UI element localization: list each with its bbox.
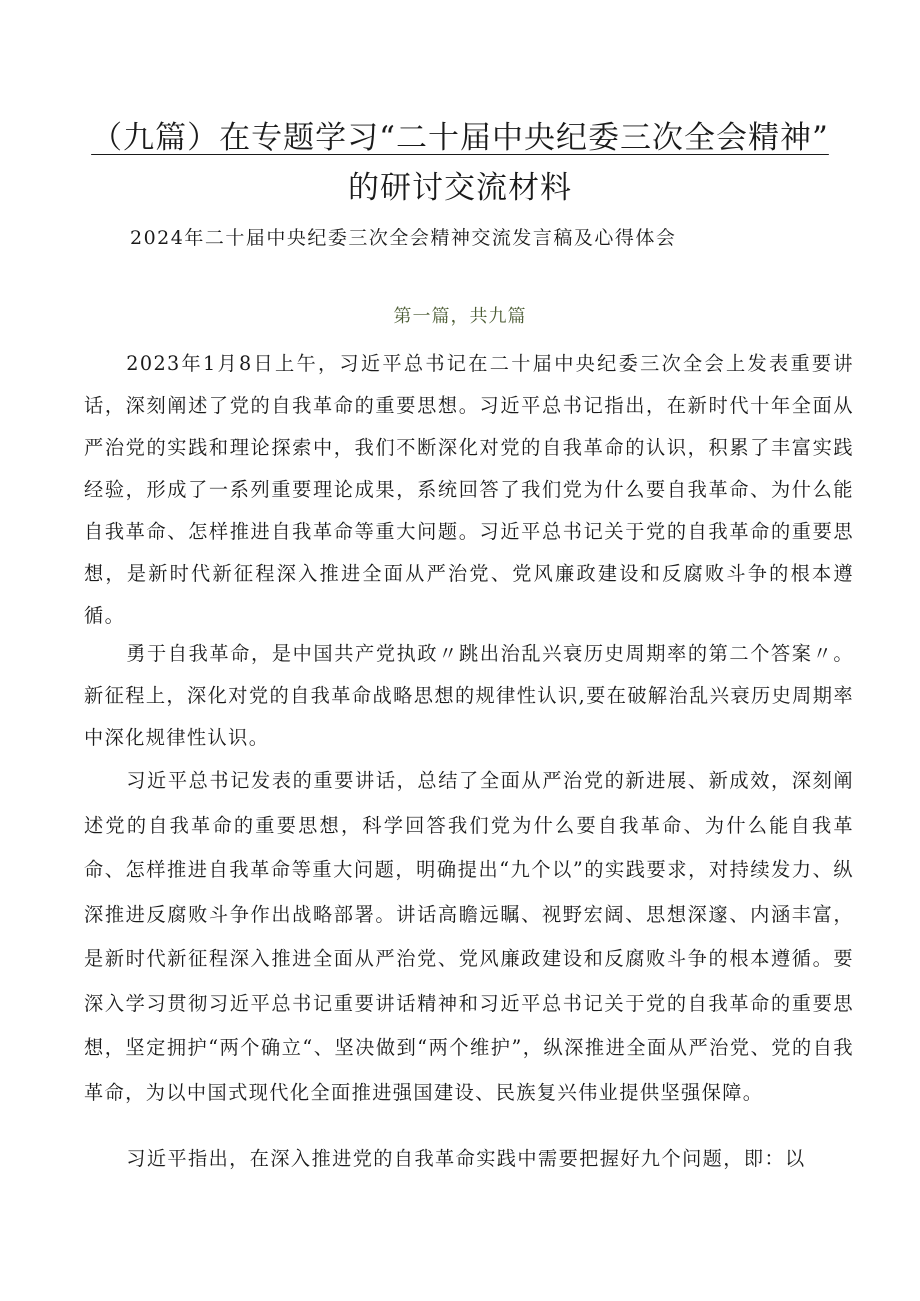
document-title-line-2: 的研讨交流材料 [348, 170, 572, 206]
paragraph-4: 习近平指出，在深入推进党的自我革命实践中需要把握好九个问题，即：以 [126, 1147, 806, 1170]
section-heading: 第一篇，共九篇 [393, 306, 527, 327]
paragraph-2: 勇于自我革命，是中国共产党执政〃跳出治乱兴衰历史周期率的第二个答案〃。新征程上，深化对党的自我革命战略思想的规律性认识,要在破解治乱兴衰历史周期率中深化规律性认识。 [84, 642, 854, 749]
paragraph-1: 2023年1月8日上午，习近平总书记在二十届中央纪委三次全会上发表重要讲话，深刻阐述了党的自我革命的重要思想。习近平总书记指出，在新时代十年全面从严治党的实践和理论探索中，我们不断深化对党的自我革命的认识，积累了丰富实践经验，形成了一系列重要理论成果，系统回答了我们党为什么要自我革命、为什么能自我革命、怎样推进自我革命等重大问题。习近平总书记关于党的自我革命的重要思想，是新时代新征程深入推进全面从严治党、党风廉政建设和反腐败斗争的根本遵循。 [84, 352, 854, 627]
document-subtitle: 2024年二十届中央纪委三次全会精神交流发言稿及心得体会 [130, 227, 677, 249]
title-underlined-text: （九篇）在专题学习“二十届中央纪委三次全会精神” [91, 120, 829, 156]
paragraph-3: 习近平总书记发表的重要讲话，总结了全面从严治党的新进展、新成效，深刻阐述党的自我革命的重要思想，科学回答我们党为什么要自我革命、为什么能自我革命、怎样推进自我革命等重大问题，明确提出“九个以”的实践要求，对持续发力、纵深推进反腐败斗争作出战略部署。讲话高瞻远瞩、视野宏阔、思想深邃、内涵丰富，是新时代新征程深入推进全面从严治党、党风廉政建设和反腐败斗争的根本遵循。要深入学习贯彻习近平总书记重要讲话精神和习近平总书记关于党的自我革命的重要思想，坚定拥护“两个确立“、坚决做到“两个维护”，纵深推进全面从严治党、党的自我革命，为以中国式现代化全面推进强国建设、民族复兴伟业提供坚强保障。 [84, 769, 854, 1104]
document-title-line-1 [0, 118, 920, 158]
